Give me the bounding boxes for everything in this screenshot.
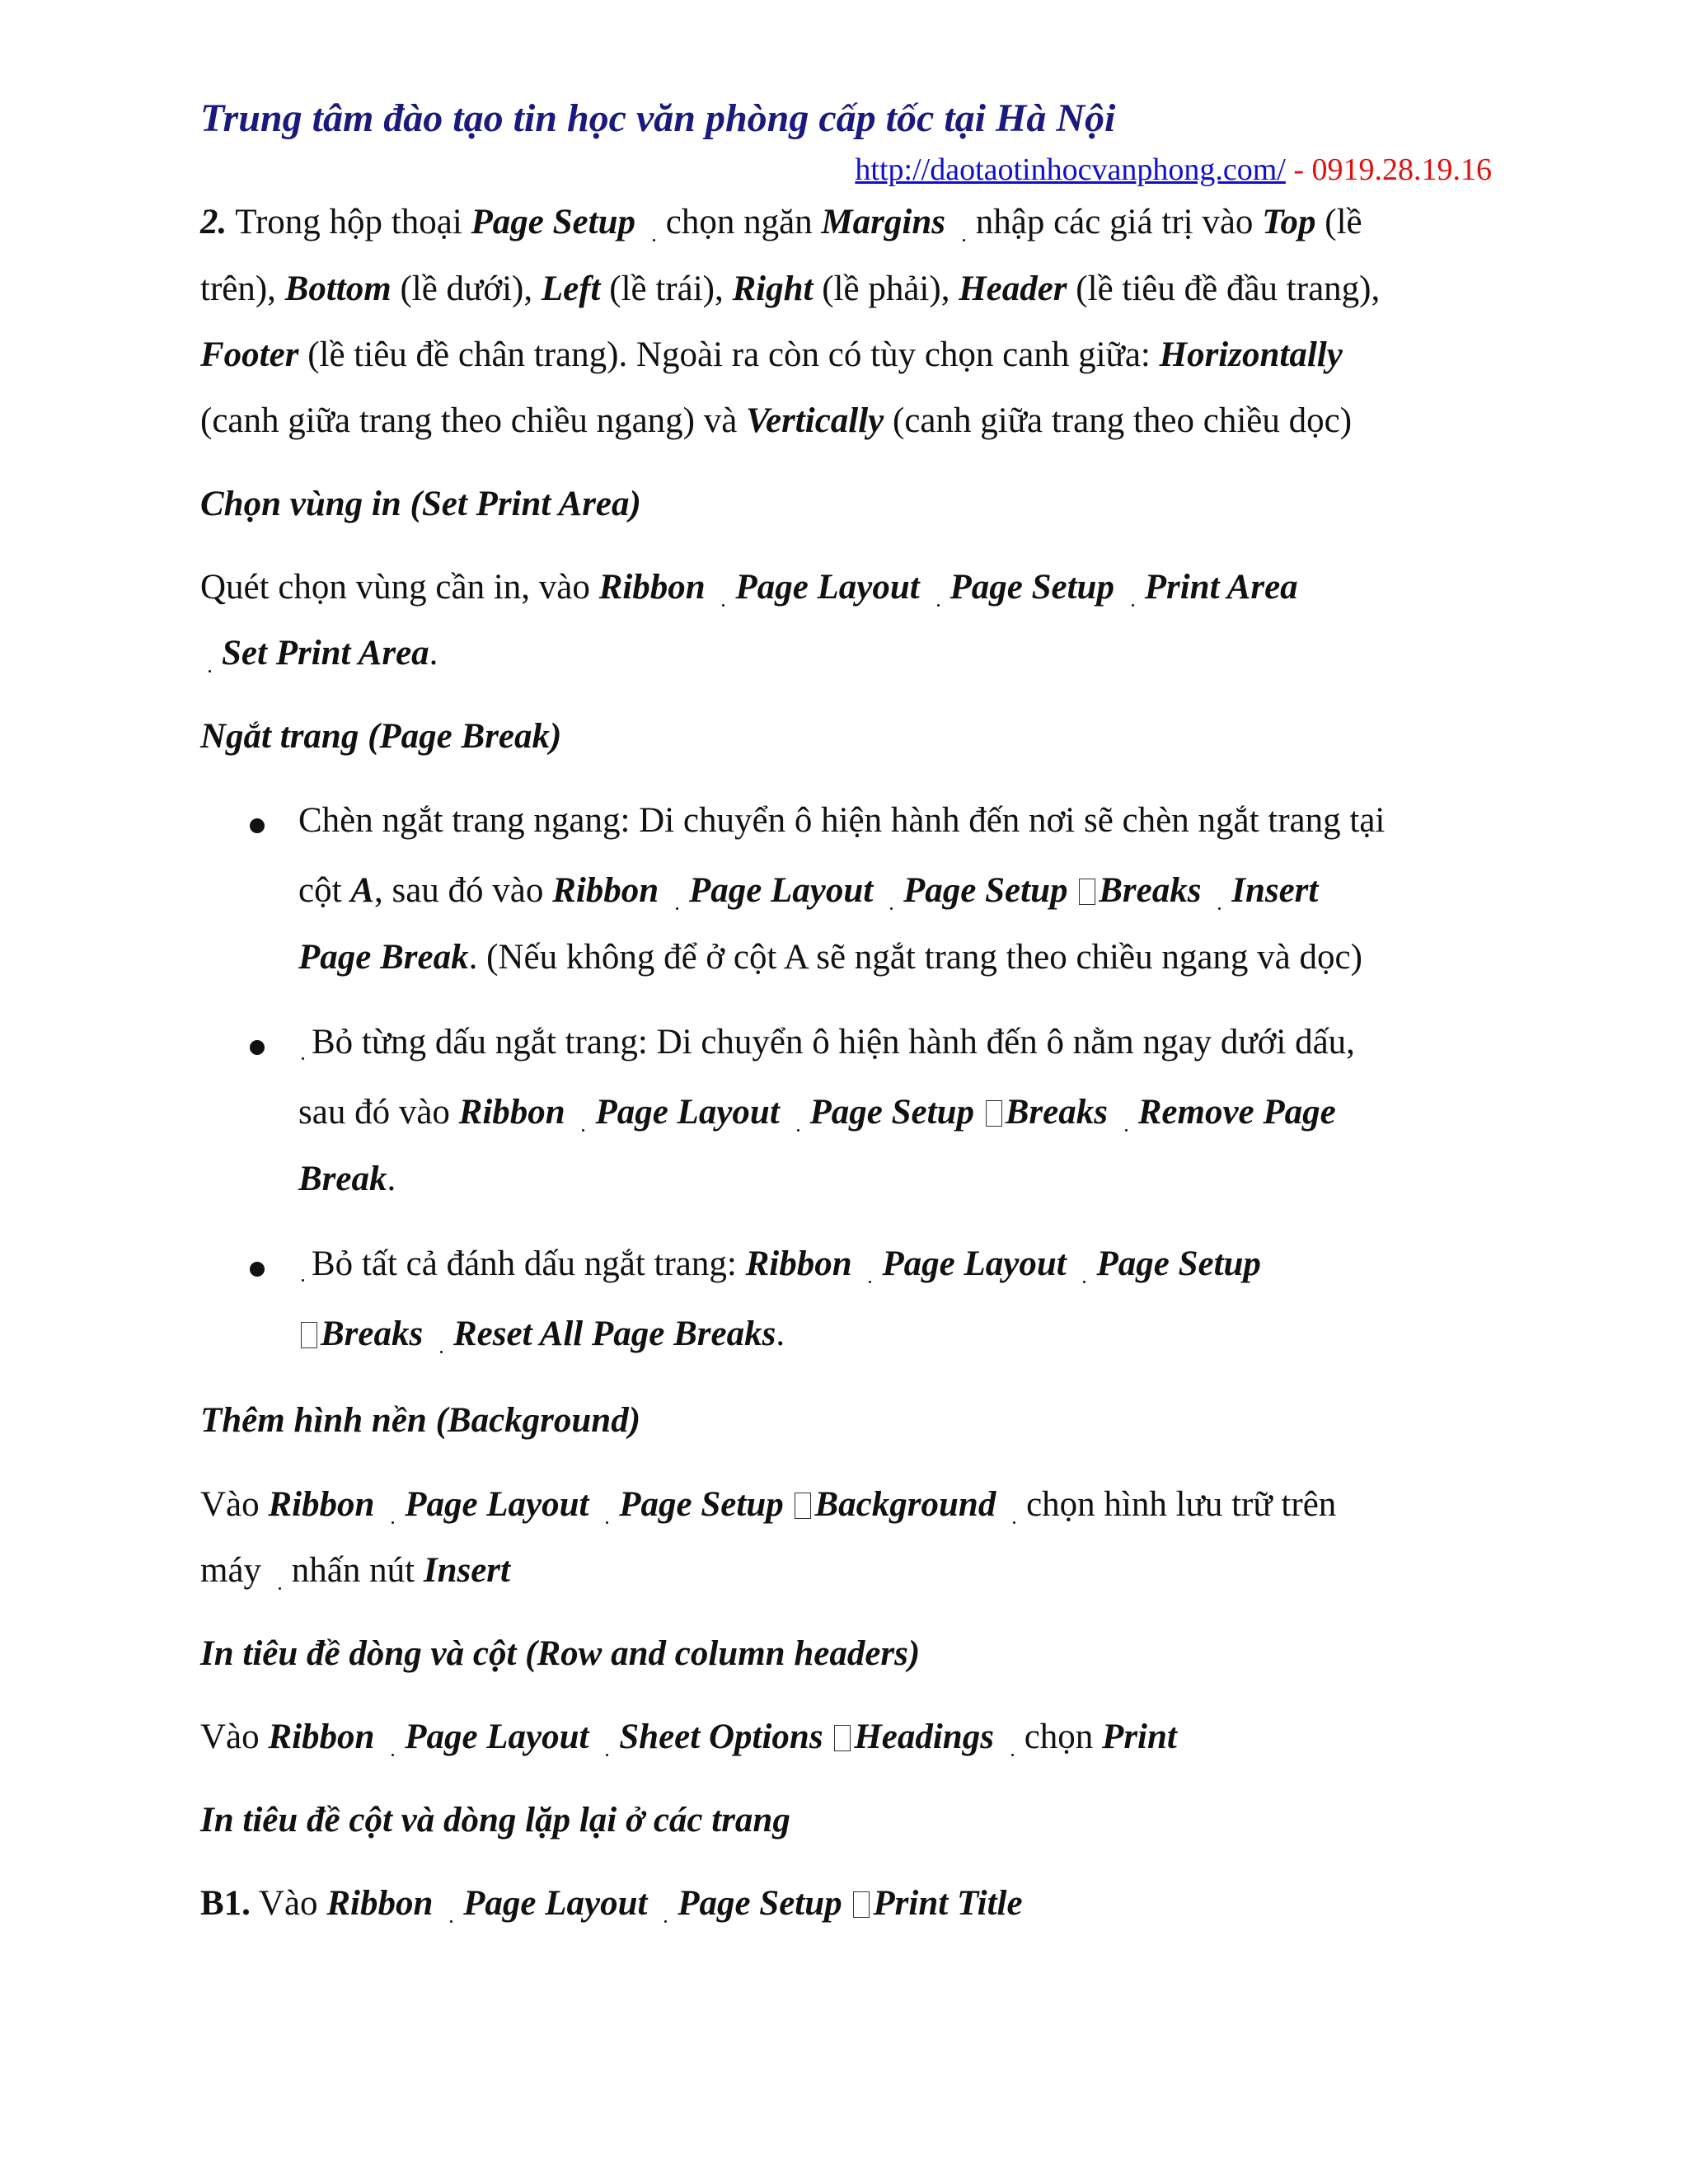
text: (canh giữa trang theo chiều dọc) [884, 401, 1353, 440]
keyword: Break [298, 1160, 387, 1198]
keyword: Reset All Page Breaks [452, 1315, 776, 1353]
list-item-line [298, 1024, 1355, 1060]
arrow-icon [1003, 1727, 1023, 1751]
website-link[interactable]: http://daotaotinhocvanphong.com/ [855, 152, 1286, 187]
list-item-line [298, 1161, 396, 1197]
text: nhập các giá trị vào [975, 203, 1263, 241]
arrow-icon [834, 1725, 851, 1751]
arrow-icon [882, 880, 902, 905]
keyword: Page Setup [950, 568, 1114, 607]
keyword: Ribbon [552, 871, 659, 910]
keyword: Page Setup [809, 1093, 974, 1132]
arrow-icon [789, 1102, 809, 1127]
text: (lề tiêu đề đầu trang), [1067, 269, 1381, 308]
keyword: Breaks [1099, 871, 1202, 910]
keyword: Page Setup [903, 871, 1068, 910]
paragraph-line [200, 271, 1380, 307]
text: . (Nếu không để ở cột A sẽ ngắt trang theo chiều ngang và dọc) [468, 938, 1362, 977]
keyword: Set Print Area [222, 634, 429, 673]
keyword: Page Setup [471, 203, 635, 241]
arrow-icon [645, 212, 664, 237]
text: . [387, 1160, 396, 1198]
arrow-icon [1210, 880, 1230, 905]
keyword: Breaks [1005, 1093, 1108, 1132]
paragraph-line [200, 1487, 1336, 1522]
keyword: Ribbon [326, 1884, 434, 1923]
text: Vào [200, 1718, 269, 1756]
keyword: Remove Page [1137, 1093, 1336, 1132]
keyword: Insert [1231, 871, 1319, 910]
keyword: Background [814, 1485, 996, 1524]
keyword: Vertically [746, 401, 884, 440]
keyword: Page Layout [882, 1244, 1067, 1283]
text: máy [200, 1551, 270, 1590]
keyword: Sheet Options [619, 1718, 823, 1756]
keyword: Print [1102, 1718, 1177, 1756]
list-item-line [298, 1094, 1336, 1130]
keyword: Bottom [284, 269, 392, 308]
bullet-icon [250, 1262, 265, 1277]
arrow-icon [1117, 1102, 1137, 1127]
arrow-icon [714, 577, 734, 602]
keyword: Ribbon [458, 1093, 565, 1132]
arrow-icon [301, 1322, 317, 1348]
keyword: Page Setup [619, 1485, 784, 1524]
text: sau đó vào [298, 1093, 459, 1132]
arrow-icon [1079, 879, 1095, 905]
text: (canh giữa trang theo chiều ngang) và [200, 401, 747, 440]
arrow-icon [1005, 1494, 1025, 1519]
section-heading: Thêm hình nền (Background) [200, 1401, 641, 1440]
text: Vào [200, 1485, 269, 1524]
text: chọn hình lưu trữ trên [1026, 1485, 1337, 1524]
text: Bỏ từng dấu ngắt trang: Di chuyển ô hiện hành đến ô nằm ngay dưới dấu, [312, 1023, 1355, 1062]
list-item-line [298, 873, 1318, 908]
keyword: Page Layout [405, 1718, 589, 1756]
keyword: Ribbon [745, 1244, 852, 1283]
text: . [429, 634, 438, 673]
arrow-icon [860, 1254, 880, 1278]
text: cột [298, 871, 351, 910]
arrow-icon [795, 1493, 811, 1519]
dot-mark [298, 1258, 312, 1275]
paragraph-line [200, 1553, 510, 1588]
arrow-icon [668, 880, 687, 905]
text: Trong hộp thoại [227, 203, 471, 241]
text: Quét chọn vùng cần in, vào [200, 568, 599, 607]
arrow-icon [929, 577, 949, 602]
arrow-icon [200, 643, 220, 668]
arrow-icon [383, 1727, 403, 1751]
text: (lề [1315, 203, 1362, 241]
header-contact [855, 152, 1492, 188]
arrow-icon [383, 1494, 403, 1519]
phone-number: 0919.28.19.16 [1311, 152, 1492, 187]
arrow-icon [598, 1727, 617, 1751]
keyword: Margins [821, 203, 945, 241]
keyword: Header [959, 269, 1067, 308]
arrow-icon [853, 1891, 870, 1918]
arrow-icon [442, 1893, 462, 1918]
arrow-icon [1075, 1254, 1095, 1278]
keyword: Page Break [298, 938, 469, 977]
arrow-icon [1123, 577, 1143, 602]
text: Vào [250, 1884, 327, 1923]
paragraph-line [200, 337, 1343, 373]
text: chọn ngăn [665, 203, 822, 241]
paragraph-line [200, 403, 1352, 438]
arrow-icon [954, 212, 974, 237]
paragraph-line [200, 1719, 1177, 1755]
keyword: Page Layout [405, 1485, 589, 1524]
keyword: Print Title [873, 1884, 1023, 1923]
list-item-line: Chèn ngắt trang ngang: Di chuyển ô hiện hành đến nơi sẽ chèn ngắt trang tại [298, 801, 1386, 840]
text: (lề dưới), [391, 269, 542, 308]
bullet-icon [250, 1040, 265, 1055]
text: , sau đó vào [373, 871, 553, 910]
arrow-icon [432, 1324, 452, 1348]
arrow-icon [270, 1560, 290, 1585]
keyword: A [350, 871, 374, 910]
arrow-icon [656, 1893, 676, 1918]
keyword: Page Setup [678, 1884, 842, 1923]
keyword: Page Layout [688, 871, 874, 910]
separator: - [1285, 152, 1312, 187]
text: Bỏ tất cả đánh dấu ngắt trang: [312, 1244, 746, 1283]
text: (lề phải), [813, 269, 959, 308]
step-label: B1. [200, 1884, 251, 1923]
bullet-icon [250, 818, 265, 833]
list-item-line [298, 940, 1362, 975]
text: trên), [200, 269, 285, 308]
paragraph-line [200, 204, 1362, 240]
arrow-icon [986, 1100, 1002, 1127]
keyword: Right [732, 269, 814, 308]
text: nhấn nút [291, 1551, 424, 1590]
header-title: Trung tâm đào tạo tin học văn phòng cấp tốc tại Hà Nội [200, 96, 1116, 140]
keyword: Page Layout [595, 1093, 780, 1132]
keyword: Insert [423, 1551, 510, 1590]
keyword: Horizontally [1159, 335, 1343, 374]
arrow-icon [574, 1102, 593, 1127]
keyword: Page Setup [1096, 1244, 1261, 1283]
keyword: Ribbon [598, 568, 706, 607]
paragraph-line [200, 1886, 1023, 1921]
step-number: 2. [200, 203, 227, 241]
arrow-icon [598, 1494, 617, 1519]
text: . [776, 1315, 785, 1353]
list-item-line [298, 1246, 1261, 1282]
keyword: Breaks [321, 1315, 424, 1353]
list-item-line [298, 1316, 785, 1352]
paragraph-line [200, 635, 438, 671]
section-heading: Ngắt trang (Page Break) [200, 717, 562, 756]
keyword: Print Area [1144, 568, 1298, 607]
keyword: Left [541, 269, 601, 308]
keyword: Page Layout [735, 568, 920, 607]
keyword: Page Layout [463, 1884, 648, 1923]
keyword: Footer [200, 335, 299, 374]
text: chọn [1024, 1718, 1103, 1756]
section-heading: In tiêu đề dòng và cột (Row and column headers) [200, 1634, 921, 1673]
keyword: Ribbon [268, 1485, 375, 1524]
text: (lề trái), [600, 269, 733, 308]
keyword: Top [1262, 203, 1316, 241]
keyword: Ribbon [268, 1718, 375, 1756]
section-heading: Chọn vùng in (Set Print Area) [200, 485, 641, 523]
paragraph-line [200, 569, 1298, 605]
section-heading: In tiêu đề cột và dòng lặp lại ở các trang [200, 1801, 790, 1840]
dot-mark [298, 1037, 312, 1053]
keyword: Headings [854, 1718, 994, 1756]
text: (lề tiêu đề chân trang). Ngoài ra còn có tùy chọn canh giữa: [298, 335, 1160, 374]
